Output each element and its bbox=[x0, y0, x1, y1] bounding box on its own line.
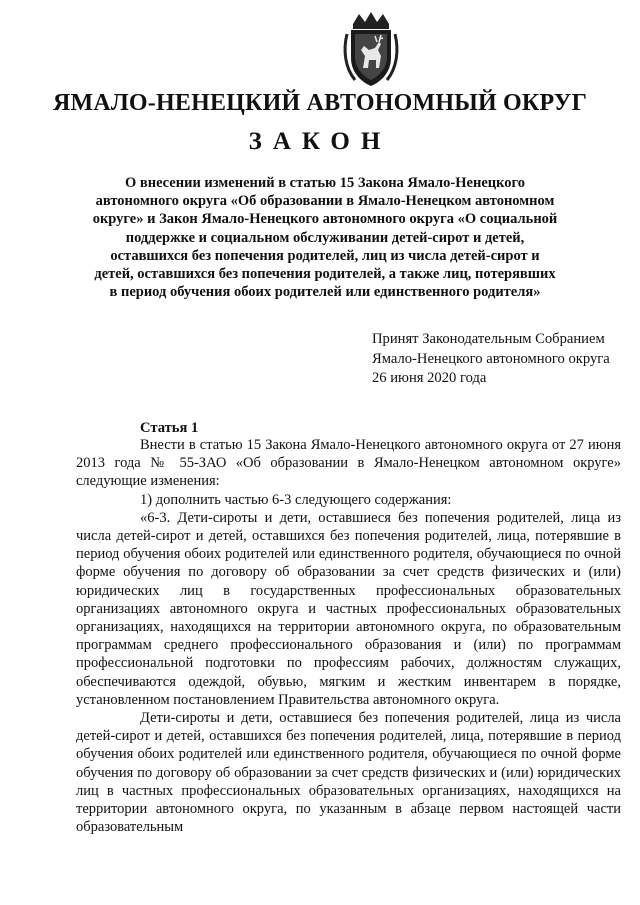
document-type-heading: ЗАКОН bbox=[248, 128, 392, 155]
adoption-block bbox=[372, 330, 632, 389]
coat-of-arms-emblem bbox=[339, 10, 403, 88]
article-heading: Статья 1 bbox=[140, 420, 199, 436]
article-paragraph-1: «6-3. Дети-сироты и дети, оставшиеся без попечения родителей, лица из числа детей-сирот и детей, оставшихся без попечения родителей, лица, потерявшие в период обучения обоих родителей или единственного родителя, обучающиеся по очной форме обучения по договору об образовании за счет средств физических и (или) юридических лиц в государственных профессиональных образовательных организациях автономного округа и частных профессиональных образовательных организациях, находящихся на территории автономного округа, по образовательным программам среднего профессионального образования и (или) по программам профессиональной подготовки по профессиям рабочих, должностям служащих, обеспечиваются одеждой, обувью, мягким и жестким инвентарем в порядке, установленном постановлением Правительства автономного округа. bbox=[76, 509, 621, 708]
region-name: ЯМАЛО-НЕНЕЦКИЙ АВТОНОМНЫЙ ОКРУГ bbox=[52, 90, 588, 116]
adoption-date: 26 июня 2020 года bbox=[372, 370, 487, 387]
adoption-line-2: Ямало-Ненецкого автономного округа bbox=[372, 350, 610, 367]
article-intro-paragraph: Внести в статью 15 Закона Ямало-Ненецкого автономного округа от 27 июня 2013 года № 55-ЗАО «Об образовании в Ямало-Ненецком автономном округе» следующие изменения: bbox=[76, 437, 621, 490]
adoption-line-1: Принят Законодательным Собранием bbox=[372, 331, 605, 347]
article-body bbox=[76, 436, 621, 836]
article-paragraph-2: Дети-сироты и дети, оставшиеся без попечения родителей, лица из числа детей-сирот и детей, оставшихся без попечения родителей, лица, потерявшие в период обучения обоих родителей или единственного родителя, обучающиеся по очной форме обучения по договору об образовании за счет средств физических и (или) юридических лиц в частных профессиональных образовательных организациях, находящихся на территории автономного округа, по указанным в абзаце первом настоящей части образовательным bbox=[76, 710, 621, 836]
amendment-item-1: 1) дополнить частью 6-3 следующего содержания: bbox=[140, 491, 452, 508]
law-title: О внесении изменений в статью 15 Закона Ямало-Ненецкого автономного округа «Об образовании в Ямало-Ненецком автономном округе» и Закон Ямало-Ненецкого автономного округа «О социальной поддержке и социальном обслуживании детей-сирот и детей, оставшихся без попечения родителей, лиц из числа детей-сирот и детей, оставшихся без попечения родителей, а также лиц, потерявших в период обучения обоих родителей или единственного родителя» bbox=[92, 175, 558, 301]
